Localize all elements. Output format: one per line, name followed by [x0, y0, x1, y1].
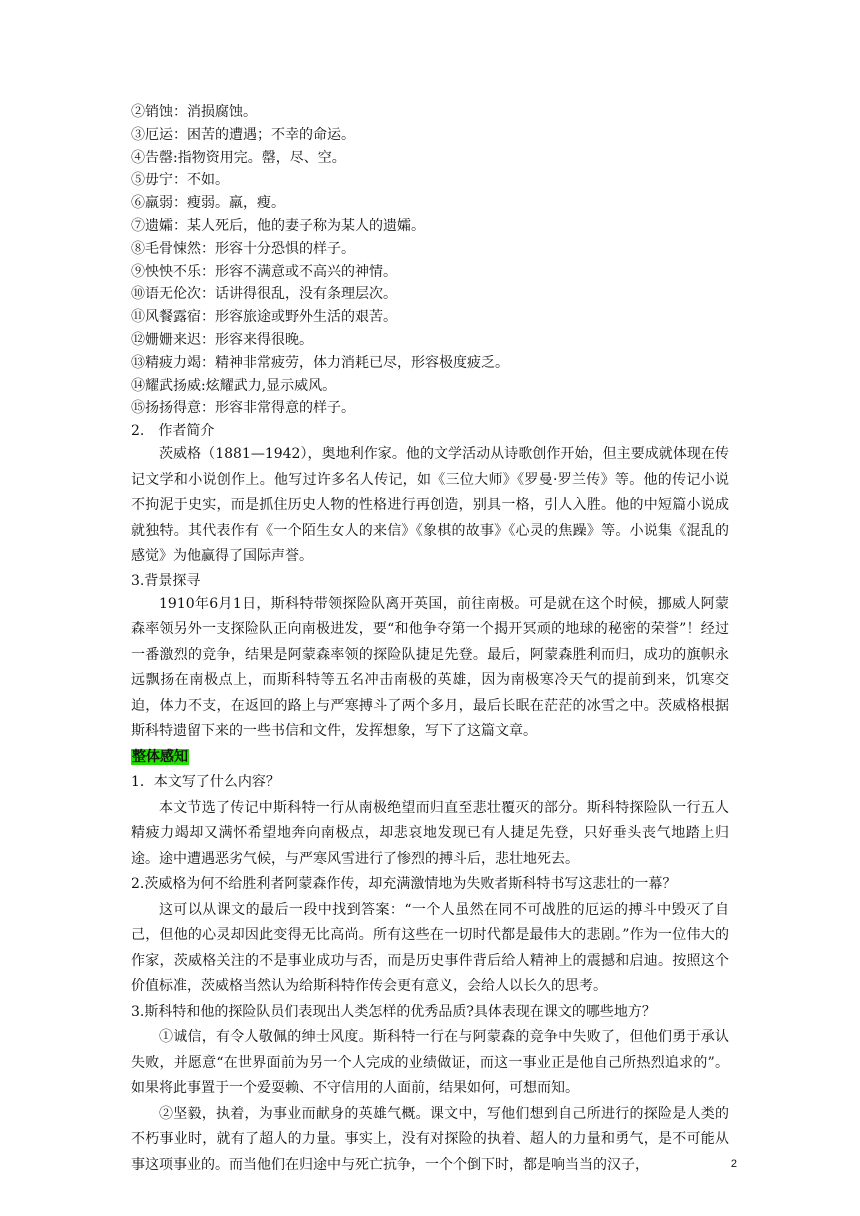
author-heading: 2. 作者简介 [131, 423, 215, 440]
vocab-item: ⑦遗孀：某人死后，他的妻子称为某人的遗孀。 [131, 217, 425, 234]
vocab-item: ⑭耀武扬威:炫耀武力,显示威风。 [131, 377, 337, 394]
answer-3-part-1: ①诚信，有令人敬佩的绅士风度。斯科特一行在与阿蒙森的竞争中失败了，但他们勇于承认失败，并愿意“在世界面前为另一个人完成的业绩做证，而这一事业正是他自己所热烈追求的”。如果将此事置于一个爱耍赖、不守信用的人面前，结果如何，可想而知。 [131, 1029, 729, 1097]
vocab-item: ⑤毋宁：不如。 [131, 172, 229, 189]
vocab-item: ⑮扬扬得意：形容非常得意的样子。 [131, 400, 355, 417]
vocab-item: ②销蚀：消损腐蚀。 [131, 104, 257, 120]
vocab-item: ⑧毛骨悚然：形容十分恐惧的样子。 [131, 240, 355, 257]
answer-2: 这可以从课文的最后一段中找到答案：“一个人虽然在同不可战胜的厄运的搏斗中毁灭了自己，但他的心灵却因此变得无比高尚。所有这些在一切时代都是最伟大的悲剧。”作为一位伟大的作家，茨威格关注的不是事业成功与否，而是历史事件背后给人精神上的震撼和启迪。按照这个价值标准，茨威格当然认为给斯科特作传会更有意义，会给人以长久的思考。 [131, 901, 729, 995]
page-content [131, 101, 729, 1178]
vocab-item: ④告罄:指物资用完。罄，尽、空。 [131, 149, 346, 166]
vocab-item: ⑥羸弱：瘦弱。羸，瘦。 [131, 195, 285, 212]
vocab-item: ⑫姗姗来迟：形容来得很晚。 [131, 331, 313, 348]
background-paragraph: 1910年6月1日，斯科特带领探险队离开英国，前往南极。可是就在这个时候，挪威人阿蒙森率领另外一支探险队正向南极进发，要“和他争夺第一个揭开冥顽的地球的秘密的荣誉”！经过一番激烈的竞争，结果是阿蒙森率领的探险队捷足先登。最后，阿蒙森胜利而归，成功的旗帜永远飘扬在南极点上，而斯科特等五名冲击南极的英雄，因为南极寒冷天气的提前到来，饥寒交迫，体力不支，在返回的路上与严寒搏斗了两个多月，最后长眠在茫茫的冰雪之中。茨威格根据斯科特遗留下来的一些书信和文件，发挥想象，写下了这篇文章。 [131, 595, 729, 740]
background-heading: 3.背景探寻 [131, 572, 201, 589]
question-1: 1．本文写了什么内容？ [131, 774, 280, 791]
question-2: 2.茨威格为何不给胜利者阿蒙森作传，却充满激情地为失败者斯科特书写这悲壮的一幕？ [131, 876, 677, 893]
vocab-list [131, 101, 729, 420]
author-paragraph: 茨威格（1881—1942），奥地利作家。他的文学活动从诗歌创作开始，但主要成就体现在传记文学和小说创作上。他写过许多名人传记，如《三位大师》《罗曼·罗兰传》等。他的传记小说不拘泥于史实，而是抓住历史人物的性格进行再创造，别具一格，引人入胜。他的中短篇小说成就独特。其代表作有《一个陌生女人的来信》《象棋的故事》《心灵的焦躁》等。小说集《混乱的感觉》为他赢得了国际声誉。 [131, 446, 729, 565]
overview-label: 整体感知 [132, 748, 188, 765]
answer-1: 本文节选了传记中斯科特一行从南极绝望而归直至悲壮覆灭的部分。斯科特探险队一行五人精疲力竭却又满怀希望地奔向南极点，却悲哀地发现已有人捷足先登，只好垂头丧气地踏上归途。途中遭遇恶劣气候，与严寒风雪进行了惨烈的搏斗后，悲壮地死去。 [131, 799, 729, 867]
question-3: 3.斯科特和他的探险队员们表现出人类怎样的优秀品质?具体表现在课文的哪些地方？ [131, 1003, 656, 1020]
vocab-item: ⑨怏怏不乐：形容不满意或不高兴的神情。 [131, 263, 397, 280]
vocab-item: ⑪风餐露宿：形容旅途或野外生活的艰苦。 [131, 309, 397, 326]
page-number: 2 [730, 1158, 737, 1170]
answer-3-part-2: ②坚毅，执着，为事业而献身的英雄气概。课文中，写他们想到自己所进行的探险是人类的不朽事业时，就有了超人的力量。事实上，没有对探险的执着、超人的力量和勇气，是不可能从事这项事业的。而当他们在归途中与死亡抗争，一个个倒下时，都是响当当的汉子， [131, 1105, 729, 1173]
vocab-item: ⑬精疲力竭：精神非常疲劳，体力消耗已尽，形容极度疲乏。 [131, 354, 509, 371]
overview-label-line [131, 745, 729, 771]
vocab-item: ⑩语无伦次：话讲得很乱，没有条理层次。 [131, 286, 397, 303]
vocab-item: ③厄运：困苦的遭遇；不幸的命运。 [131, 126, 355, 143]
